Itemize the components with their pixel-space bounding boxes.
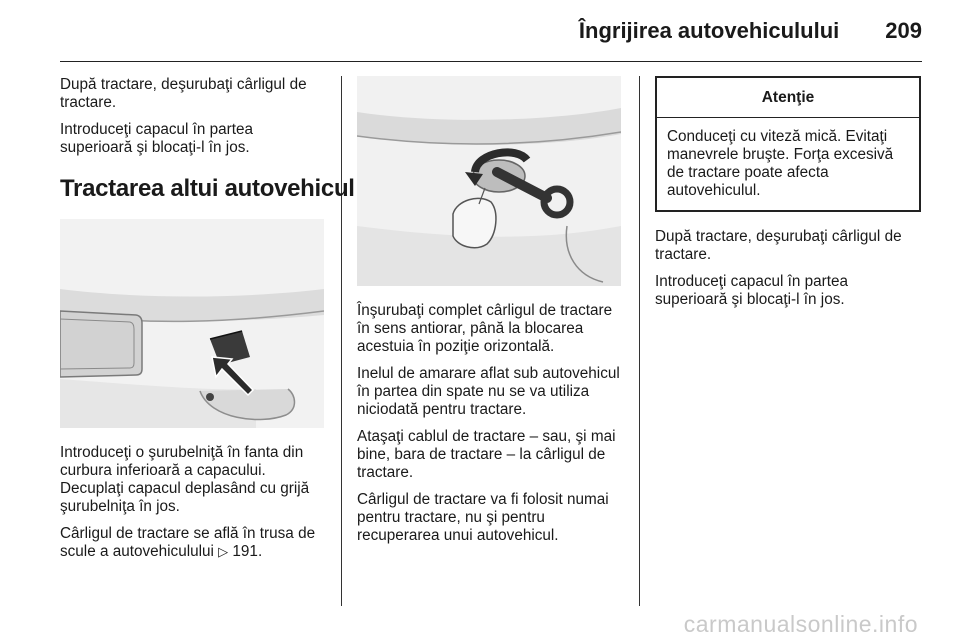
watermark: carmanualsonline.info: [683, 611, 918, 637]
paragraph-unscrew-hook-2: După tractare, deşurubaţi cârligul de tractare.: [655, 228, 902, 263]
paragraph-screw-in-hook: Înşurubaţi complet cârligul de tractare în sens antiorar, până la blocarea acestuia în poziţie orizontală.: [357, 302, 613, 355]
rear-bumper-cover-illustration: [60, 219, 324, 428]
page-reference-arrow-icon: ▷: [218, 544, 229, 559]
paragraph-unscrew-hook: După tractare, deşurubaţi cârligul de tractare.: [60, 76, 307, 111]
page-reference-link[interactable]: 191.: [232, 543, 263, 560]
column-2: [357, 76, 625, 554]
paragraph-hook-location: [60, 525, 326, 561]
hook-location-text: Cârligul de tractare se află în trusa de scule a autovehiculului: [60, 525, 316, 560]
section-heading: Tractarea altui autovehicul: [60, 175, 355, 202]
paragraph-insert-cover: Introduceţi capacul în partea superioară şi blocaţi-l în jos.: [60, 121, 254, 156]
page-header: [579, 18, 922, 44]
warning-text: Conduceţi cu viteză mică. Evitaţi manevrele bruşte. Forţa excesivă de tractare poate afecta autovehiculul.: [667, 128, 894, 199]
paragraph-attach-tow-rope: Ataşaţi cablul de tractare – sau, şi mai bine, bara de tractare – la cârligul de tractare.: [357, 428, 616, 481]
page-title: Îngrijirea autovehiculului: [578, 18, 840, 43]
tow-hook-installation-illustration: [357, 76, 621, 286]
paragraph-lashing-eye: Inelul de amarare aflat sub autovehicul în partea din spate nu se va utiliza niciodată pentru tractare.: [357, 365, 620, 418]
column-divider-1: [341, 76, 342, 606]
page-number: 209: [885, 18, 922, 43]
header-rule: [60, 61, 922, 62]
column-divider-2: [639, 76, 640, 606]
warning-title: Atenţie: [657, 78, 919, 118]
paragraph-screwdriver: Introduceţi o şurubelniţă în fanta din curbura inferioară a capacului. Decuplaţi capacul deplasând cu grijă şurubelniţa în jos.: [60, 444, 310, 515]
paragraph-hook-usage: Cârligul de tractare va fi folosit numai pentru tractare, nu şi pentru recuperarea unui autovehicul.: [357, 491, 609, 544]
paragraph-insert-cover-2: Introduceţi capacul în partea superioară şi blocaţi-l în jos.: [655, 273, 849, 308]
column-1: [60, 76, 355, 570]
warning-box: [655, 76, 921, 212]
column-3: [655, 76, 921, 318]
